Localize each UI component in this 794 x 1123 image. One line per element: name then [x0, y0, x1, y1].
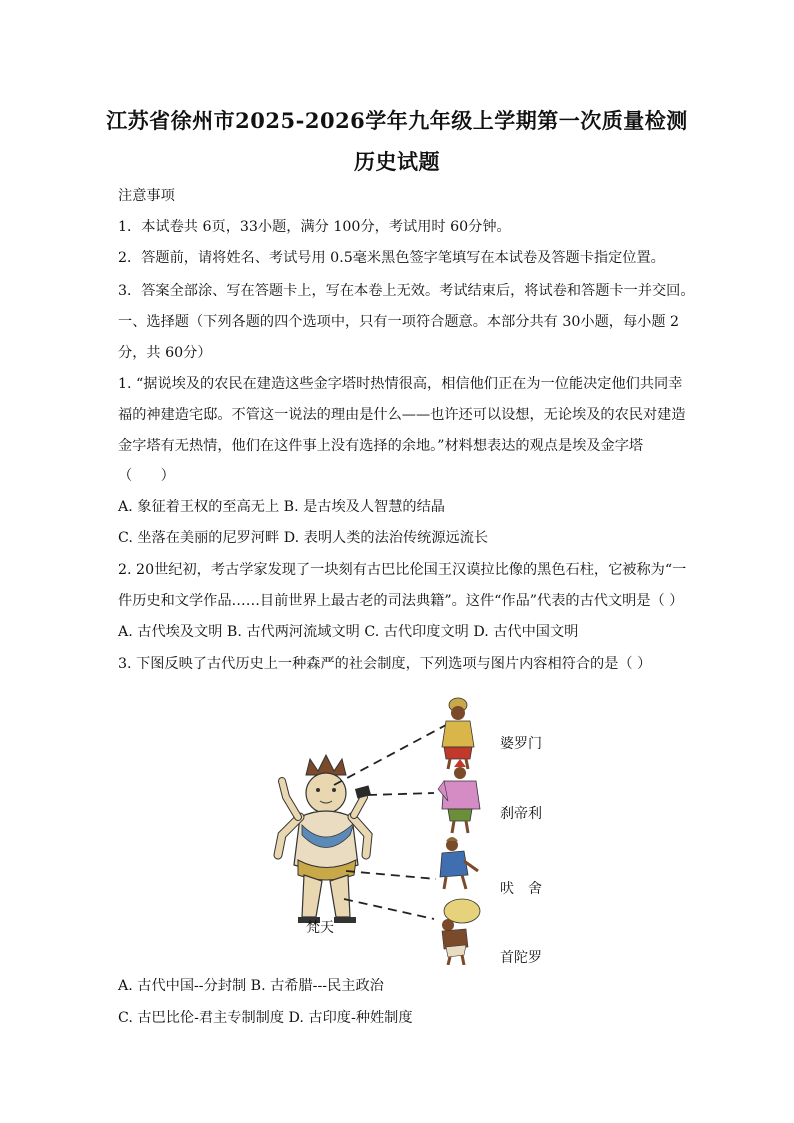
section-heading: 一、选择题（下列各题的四个选项中，只有一项符合题意。本部分共有 30小题，每小题 2	[118, 314, 680, 330]
caste-label-shudra: 首陀罗	[500, 950, 542, 966]
caste-label-kshatriya: 刹帝利	[500, 806, 542, 822]
q3-options-2: C. 古巴比伦-君主专制制度 D. 古印度-种姓制度	[118, 1010, 413, 1026]
q1-answer-blank: （ ）	[118, 468, 175, 484]
q2-stem-line-2: 件历史和文学作品……目前世界上最古老的司法典籍”。这件“作品”代表的古代文明是（ ）	[118, 593, 684, 609]
q2-options: A. 古代埃及文明 B. 古代两河流域文明 C. 古代印度文明 D. 古代中国文明	[118, 624, 579, 640]
note-item-3: 3．答案全部涂、写在答题卡上，写在本卷上无效。考试结束后，将试卷和答题卡一并交回。	[118, 283, 695, 299]
q1-stem-line-2: 福的神建造宅邸。不管这一说法的理由是什么——也许还可以设想，无论埃及的农民对建造	[118, 407, 686, 423]
section-heading-cont: 分，共 60分）	[118, 345, 212, 361]
q1-options-1: A. 象征着王权的至高无上 B. 是古埃及人智慧的结晶	[118, 499, 445, 515]
caste-label-vaishya: 吠 舍	[500, 881, 542, 897]
q1-stem-line-1: 1. “据说埃及的农民在建造这些金字塔时热情很高，相信他们正在为一位能决定他们共同幸	[118, 376, 683, 392]
q2-stem-line-1: 2. 20世纪初，考古学家发现了一块刻有古巴比伦国王汉谟拉比像的黑色石柱，它被称为“一	[118, 562, 687, 578]
caste-illustration	[238, 685, 560, 965]
q3-options-1: A. 古代中国--分封制 B. 古希腊---民主政治	[118, 978, 384, 994]
brahma-figure	[278, 755, 371, 923]
caste-system-figure	[238, 685, 560, 965]
exam-title: 江苏省徐州市2025-2026学年九年级上学期第一次质量检测	[106, 108, 688, 133]
shudra-figure	[442, 899, 480, 965]
vaishya-figure	[440, 837, 478, 889]
caste-label-brahmin: 婆罗门	[500, 736, 542, 752]
note-item-2: 2．答题前，请将姓名、考试号用 0.5毫米黑色签字笔填写在本试卷及答题卡指定位置。	[118, 250, 665, 266]
exam-subtitle: 历史试题	[354, 149, 440, 174]
note-item-1: 1．本试卷共 6页，33小题，满分 100分，考试用时 60分钟。	[118, 219, 511, 235]
notes-heading: 注意事项	[118, 188, 175, 204]
q1-stem-line-3: 金字塔有无热情，他们在这件事上没有选择的余地。”材料想表达的观点是埃及金字塔	[118, 438, 644, 454]
brahma-label: 梵天	[306, 920, 334, 936]
q3-stem: 3. 下图反映了古代历史上一种森严的社会制度，下列选项与图片内容相符合的是（ ）	[118, 656, 652, 672]
kshatriya-figure	[438, 759, 480, 833]
brahmin-figure	[442, 698, 474, 769]
q1-options-2: C. 坐落在美丽的尼罗河畔 D. 表明人类的法治传统源远流长	[118, 530, 489, 546]
